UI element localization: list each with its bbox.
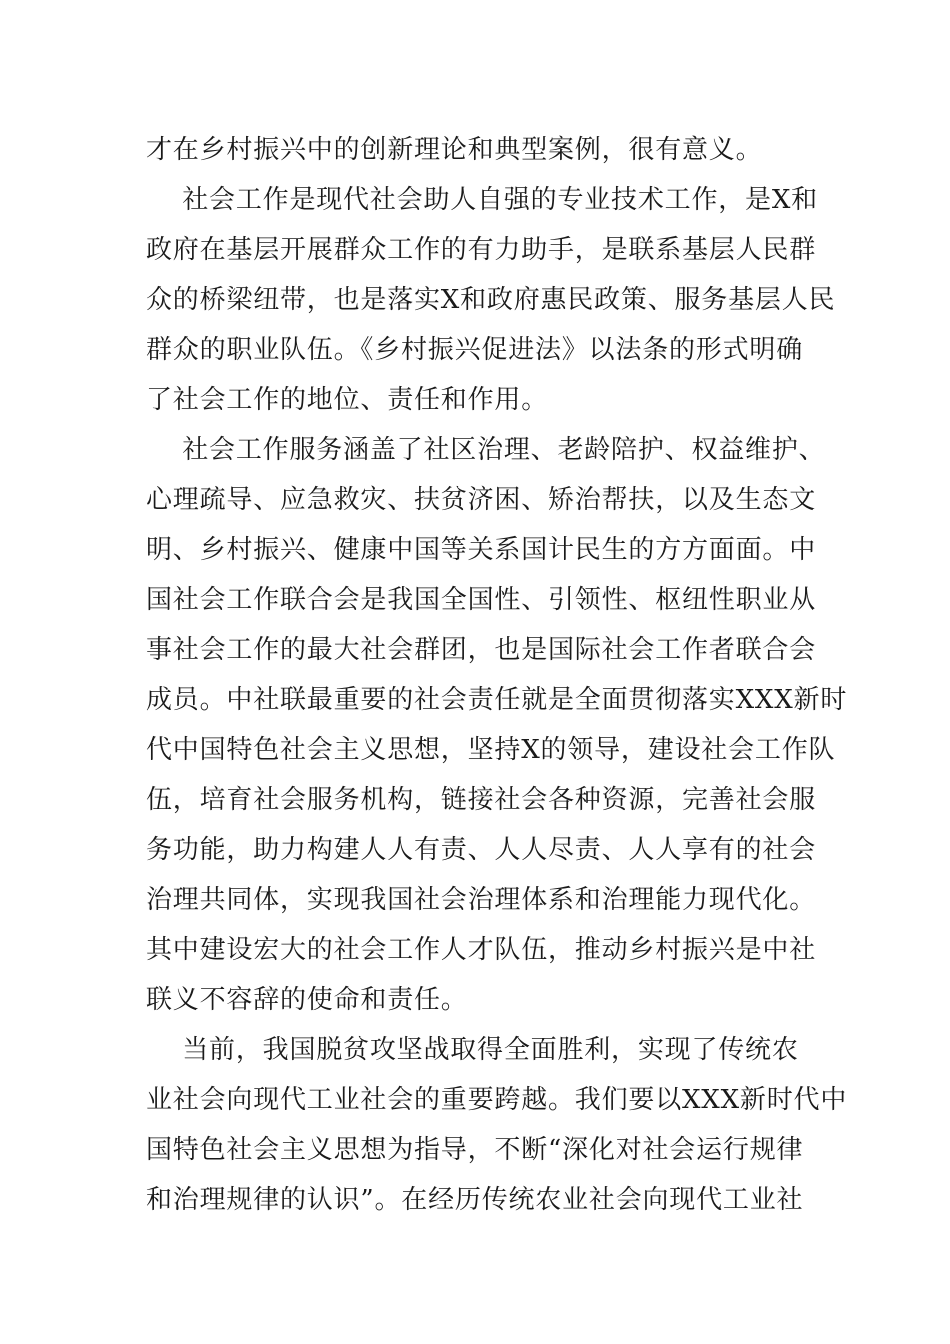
text-line: 其中建设宏大的社会工作人才队伍，推动乡村振兴是中社 — [146, 935, 817, 965]
text-line: 明、乡村振兴、健康中国等关系国计民生的方方面面。中 — [146, 535, 817, 565]
text-line: 才在乡村振兴中的创新理论和典型案例，很有意义。 — [146, 135, 763, 165]
text-line: 成员。中社联最重要的社会责任就是全面贯彻落实XXX新时 — [146, 685, 848, 715]
text-line: 众的桥梁纽带，也是落实X和政府惠民政策、服务基层人民 — [146, 285, 836, 315]
text-line: 了社会工作的地位、责任和作用。 — [146, 385, 549, 415]
text-line: 国特色社会主义思想为指导，不断“深化对社会运行规律 — [146, 1135, 804, 1165]
text-line: 社会工作服务涵盖了社区治理、老龄陪护、权益维护、 — [146, 435, 826, 465]
text-line: 联义不容辞的使命和责任。 — [146, 985, 468, 1015]
text-line: 和治理规律的认识”。在经历传统农业社会向现代工业社 — [146, 1185, 804, 1215]
text-line: 社会工作是现代社会助人自强的专业技术工作，是X和 — [146, 185, 818, 215]
text-line: 国社会工作联合会是我国全国性、引领性、枢纽性职业从 — [146, 585, 817, 615]
text-line: 治理共同体，实现我国社会治理体系和治理能力现代化。 — [146, 885, 817, 915]
text-line: 群众的职业队伍。《乡村振兴促进法》以法条的形式明确 — [146, 335, 804, 365]
text-line: 伍，培育社会服务机构，链接社会各种资源，完善社会服 — [146, 785, 817, 815]
text-line: 业社会向现代工业社会的重要跨越。我们要以XXX新时代中 — [146, 1085, 848, 1115]
text-line: 务功能，助力构建人人有责、人人尽责、人人享有的社会 — [146, 835, 817, 865]
text-line: 代中国特色社会主义思想，坚持X的领导，建设社会工作队 — [146, 735, 836, 765]
text-line: 政府在基层开展群众工作的有力助手，是联系基层人民群 — [146, 235, 817, 265]
text-line: 心理疏导、应急救灾、扶贫济困、矫治帮扶，以及生态文 — [146, 485, 817, 515]
text-line: 事社会工作的最大社会群团，也是国际社会工作者联合会 — [146, 635, 817, 665]
text-line: 当前，我国脱贫攻坚战取得全面胜利，实现了传统农 — [146, 1035, 799, 1065]
